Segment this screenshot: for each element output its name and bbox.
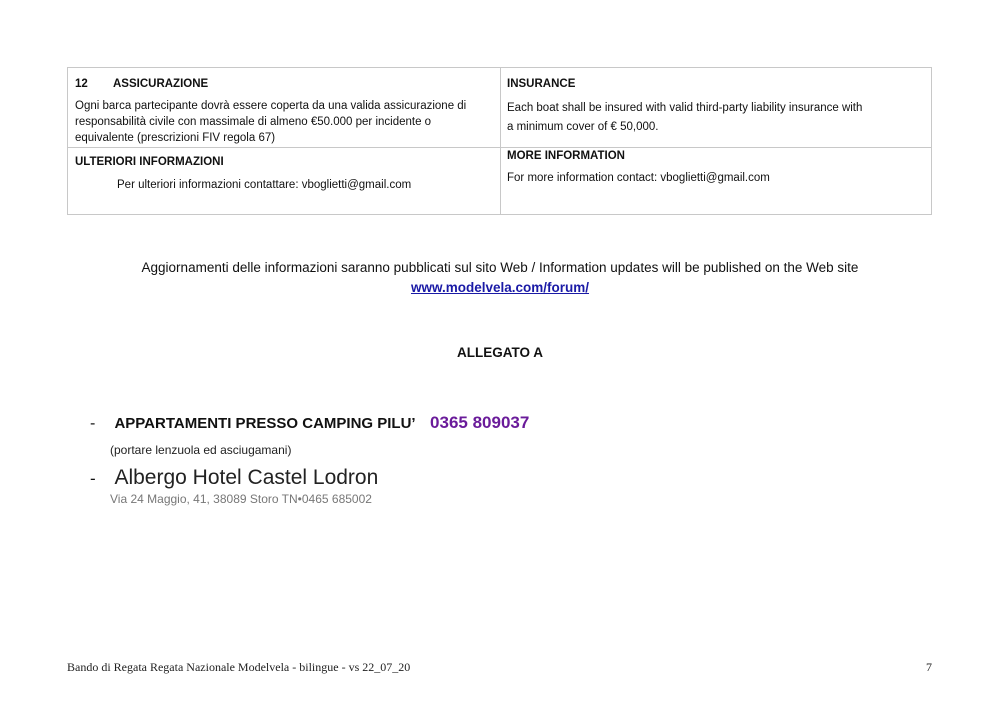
page-number: 7 bbox=[926, 660, 932, 674]
info-table bbox=[67, 67, 932, 215]
footer-text: Bando di Regata Regata Nazionale Modelvela - bilingue - vs 22_07_20 bbox=[67, 660, 411, 674]
insurance-it-heading bbox=[75, 76, 208, 92]
updates-text: Aggiornamenti delle informazioni saranno pubblicati sul sito Web / Information updates will be published on the Web site bbox=[141, 260, 859, 275]
more-info-en-title: MORE INFORMATION bbox=[507, 150, 625, 162]
text-line: Ogni barca partecipante dovrà essere coperta da una valida assicurazione di bbox=[75, 100, 467, 112]
apartments-item bbox=[90, 413, 529, 433]
text-line: Each boat shall be insured with valid third-party liability insurance with bbox=[507, 102, 863, 114]
more-info-it-body: Per ulteriori informazioni contattare: vboglietti@gmail.com bbox=[117, 179, 412, 191]
section-title-it: ASSICURAZIONE bbox=[113, 78, 209, 90]
more-info-en-body: For more information contact: vboglietti@gmail.com bbox=[507, 172, 770, 184]
more-info-it-title: ULTERIORI INFORMAZIONI bbox=[75, 156, 224, 168]
section-title-en: INSURANCE bbox=[507, 78, 576, 90]
table-divider-vertical bbox=[500, 68, 501, 214]
table-divider-left bbox=[68, 147, 500, 148]
hotel-address: Via 24 Maggio, 41, 38089 Storo TN•0465 685002 bbox=[110, 492, 372, 506]
text-line: equivalente (prescrizioni FIV regola 67) bbox=[75, 132, 276, 144]
text-line: a minimum cover of € 50,000. bbox=[507, 121, 659, 133]
insurance-it-body bbox=[75, 98, 466, 146]
apartments-note: (portare lenzuola ed asciugamani) bbox=[110, 443, 292, 457]
list-dash: - bbox=[90, 469, 96, 488]
annex-title: ALLEGATO A bbox=[457, 345, 543, 360]
hotel-item bbox=[90, 466, 378, 490]
list-dash: - bbox=[90, 415, 96, 432]
apartments-phone: 0365 809037 bbox=[430, 413, 530, 432]
apartments-name: APPARTAMENTI PRESSO CAMPING PILU’ bbox=[114, 415, 416, 432]
hotel-name: Albergo Hotel Castel Lodron bbox=[114, 466, 379, 489]
text-line: responsabilità civile con massimale di almeno €50.000 per incidente o bbox=[75, 116, 432, 128]
forum-link[interactable]: www.modelvela.com/forum/ bbox=[410, 280, 590, 295]
insurance-en-body bbox=[507, 99, 862, 137]
section-number: 12 bbox=[75, 78, 88, 90]
